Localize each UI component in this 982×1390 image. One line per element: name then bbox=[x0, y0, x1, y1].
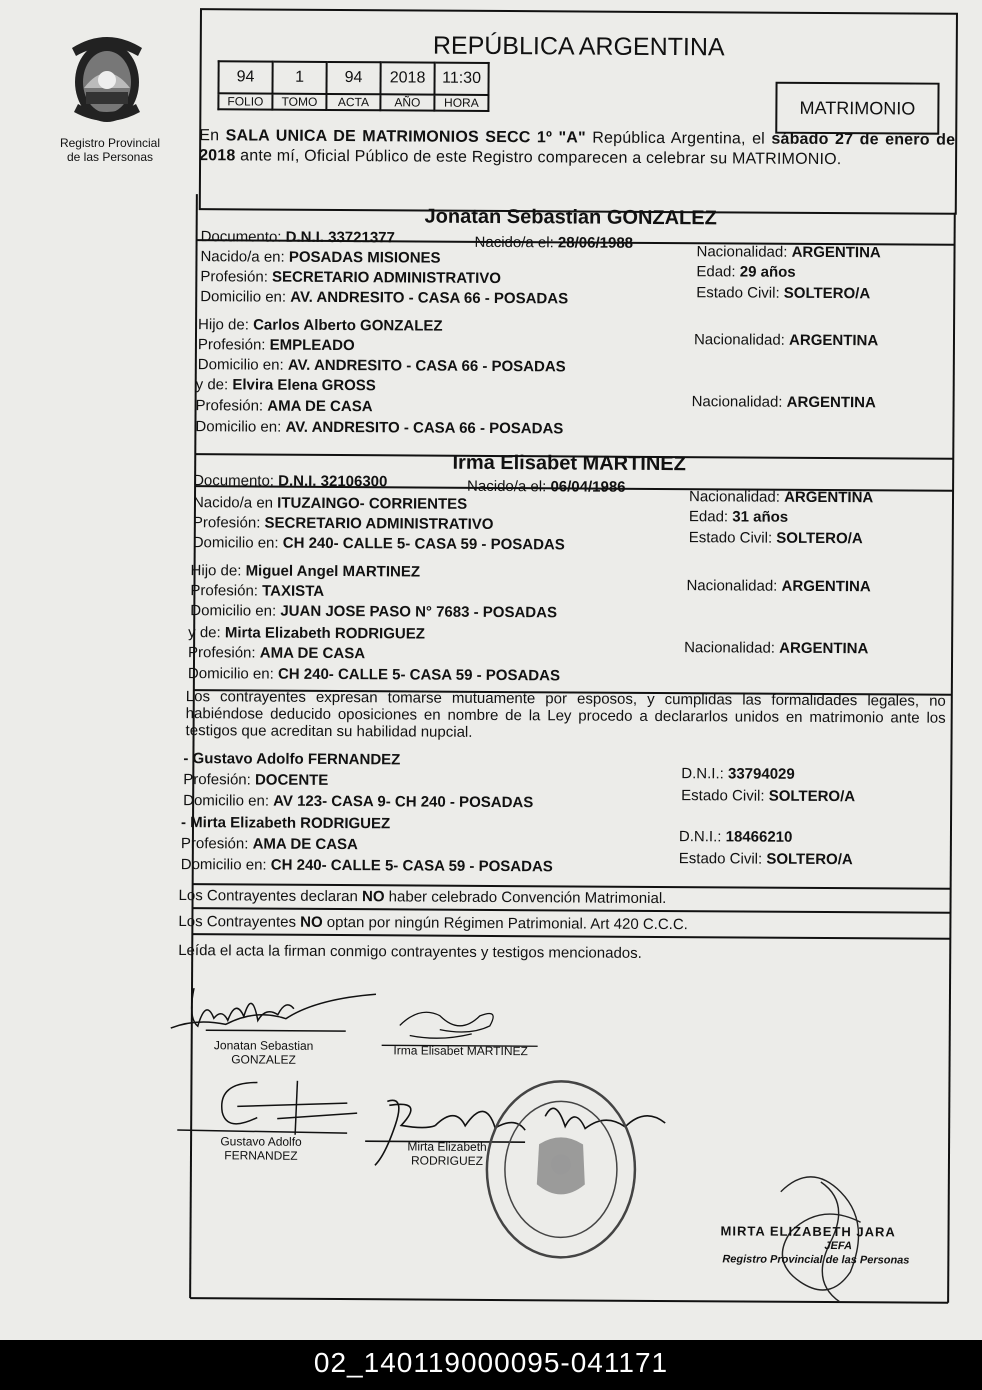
label-y-de: y de: bbox=[195, 376, 229, 394]
bride-nationality bbox=[689, 488, 873, 506]
bride-birth-place-value: ITUZAINGO- CORRIENTES bbox=[277, 494, 468, 513]
document-code-footer: 02_140119000095-041171 bbox=[0, 1340, 982, 1390]
label-profesion: Profesión: bbox=[180, 835, 249, 853]
groom-signature-label-2: GONZALEZ bbox=[231, 1052, 296, 1067]
label-estado-civil: Estado Civil: bbox=[681, 787, 765, 805]
witness-1-name bbox=[183, 750, 400, 768]
officer-registry: Registro Provincial de las Personas bbox=[722, 1253, 910, 1267]
regime-no: NO bbox=[300, 913, 323, 931]
witness-2-address bbox=[181, 856, 553, 875]
groom-signature-icon bbox=[166, 968, 396, 1039]
bride-father-nationality bbox=[686, 577, 870, 595]
label-nacionalidad: Nacionalidad: bbox=[693, 331, 785, 349]
groom-father-profession bbox=[198, 336, 355, 354]
label-domicilio: Domicilio en: bbox=[180, 856, 267, 874]
groom-nationality-value: ARGENTINA bbox=[791, 243, 881, 262]
witness-2-dni-value: 18466210 bbox=[725, 828, 793, 846]
label-estado-civil: Estado Civil: bbox=[678, 850, 763, 868]
bride-father-address-value: JUAN JOSE PASO N° 7683 - POSADAS bbox=[280, 602, 558, 622]
groom-civil-status bbox=[696, 284, 870, 302]
bride-civil-value: SOLTERO/A bbox=[776, 529, 863, 548]
regime-pre: Los Contrayentes bbox=[178, 913, 301, 931]
document-type-box: MATRIMONIO bbox=[775, 82, 939, 135]
groom-birth-date-value: 28/06/1988 bbox=[557, 234, 634, 252]
groom-mother-nationality bbox=[692, 393, 876, 411]
label-nacido-el: Nacido/a el: bbox=[467, 477, 547, 496]
official-seal-icon bbox=[480, 1074, 641, 1265]
witness-1-dni bbox=[681, 765, 795, 783]
label-hijo-de: Hijo de: bbox=[198, 316, 249, 334]
bride-signature-label-1: Irma Elisabet MARTINEZ bbox=[393, 1043, 528, 1059]
label-estado-civil: Estado Civil: bbox=[688, 529, 773, 547]
label-profesion: Profesión: bbox=[188, 644, 256, 662]
witness-2-civil-status bbox=[679, 850, 853, 868]
groom-father-name-value: Carlos Alberto GONZALEZ bbox=[253, 316, 443, 335]
officer-name: MIRTA ELIZABETH JARA bbox=[720, 1223, 896, 1240]
label-documento: Documento: bbox=[200, 228, 282, 246]
regime-statement bbox=[178, 913, 688, 933]
label-nacido-en: Nacido/a en bbox=[192, 494, 274, 512]
label-estado-civil: Estado Civil: bbox=[696, 284, 780, 302]
bride-age-value: 31 años bbox=[732, 508, 789, 526]
bride-mother-profession bbox=[188, 644, 365, 662]
witness-1-profession-value: DOCENTE bbox=[254, 771, 329, 789]
witness-2-dni bbox=[679, 828, 793, 846]
label-y-de: y de: bbox=[188, 624, 221, 642]
bride-civil-status bbox=[689, 529, 863, 547]
label-nacionalidad: Nacionalidad: bbox=[688, 488, 780, 506]
groom-mother-profession-value: AMA DE CASA bbox=[267, 397, 373, 416]
bride-document bbox=[193, 472, 387, 490]
groom-mother-name bbox=[196, 376, 376, 394]
bride-mother-name-value: Mirta Elizabeth RODRIGUEZ bbox=[224, 624, 425, 643]
convention-pre: Los Contrayentes declaran bbox=[178, 887, 363, 906]
groom-age bbox=[696, 263, 795, 281]
convention-post: haber celebrado Convención Matrimonial. bbox=[384, 888, 667, 908]
label-hijo-de: Hijo de: bbox=[190, 562, 242, 580]
hour-value: 11:30 bbox=[434, 63, 488, 95]
label-profesion: Profesión: bbox=[192, 514, 261, 532]
groom-profession bbox=[200, 268, 501, 287]
groom-civil-value: SOLTERO/A bbox=[783, 284, 871, 303]
groom-mother-profession bbox=[196, 397, 373, 415]
label-nacionalidad: Nacionalidad: bbox=[691, 393, 783, 411]
label-domicilio: Domicilio en: bbox=[187, 665, 274, 683]
convention-statement bbox=[179, 887, 667, 907]
groom-father-nationality bbox=[694, 331, 878, 349]
label-nacionalidad: Nacionalidad: bbox=[696, 243, 788, 261]
tomo-value: 1 bbox=[272, 62, 326, 94]
bride-birth-date bbox=[467, 478, 626, 496]
hour-label: HORA bbox=[434, 95, 488, 111]
groom-signature-label bbox=[194, 1038, 334, 1067]
groom-address-value: AV. ANDRESITO - CASA 66 - POSADAS bbox=[290, 288, 569, 308]
org-line-1: Registro Provincial bbox=[59, 136, 161, 150]
bride-nationality-value: ARGENTINA bbox=[784, 488, 874, 507]
groom-father-nationality-value: ARGENTINA bbox=[789, 331, 879, 350]
acta-label: ACTA bbox=[326, 94, 380, 110]
bride-birth-place bbox=[193, 494, 467, 513]
label-profesion: Profesión: bbox=[197, 336, 266, 354]
bride-father-name bbox=[191, 562, 421, 580]
groom-mother-name-value: Elvira Elena GROSS bbox=[232, 376, 376, 395]
year-value: 2018 bbox=[380, 62, 434, 94]
tomo-label: TOMO bbox=[272, 94, 326, 110]
groom-father-address-value: AV. ANDRESITO - CASA 66 - POSADAS bbox=[287, 356, 566, 376]
witness-1-name-value: - Gustavo Adolfo FERNANDEZ bbox=[183, 750, 401, 769]
label-documento: Documento: bbox=[193, 472, 275, 490]
intro-place: SALA UNICA DE MATRIMONIOS SECC 1º "A" bbox=[225, 127, 586, 147]
label-profesion: Profesión: bbox=[200, 268, 268, 286]
reading-statement: Leída el acta la firman conmigo contrayentes y testigos mencionados. bbox=[178, 942, 642, 962]
bride-father-address bbox=[190, 602, 557, 621]
witness-2-signature-label-1: Mirta Elizabeth bbox=[407, 1139, 487, 1154]
groom-mother-address-value: AV. ANDRESITO - CASA 66 - POSADAS bbox=[285, 418, 564, 438]
witness-1-address-value: AV 123- CASA 9- CH 240 - POSADAS bbox=[273, 792, 534, 812]
bride-birth-date-value: 06/04/1986 bbox=[550, 478, 626, 496]
intro-text-2: República Argentina, el bbox=[585, 129, 772, 148]
intro-text-3: ante mí, Oficial Público de este Registro comparecen a celebrar su MATRIMONIO. bbox=[235, 147, 842, 169]
witness-1-signature-icon bbox=[177, 1072, 357, 1143]
bride-father-nationality-value: ARGENTINA bbox=[781, 577, 871, 596]
witness-1-address bbox=[183, 792, 533, 811]
bride-mother-nationality-value: ARGENTINA bbox=[779, 639, 869, 658]
witness-1-profession bbox=[183, 771, 328, 789]
convention-no: NO bbox=[361, 888, 385, 906]
witness-1-signature-label-1: Gustavo Adolfo bbox=[220, 1134, 302, 1149]
witness-1-civil-value: SOLTERO/A bbox=[768, 787, 856, 806]
organization-name bbox=[40, 136, 180, 164]
groom-age-value: 29 años bbox=[739, 263, 796, 281]
label-domicilio: Domicilio en: bbox=[200, 288, 287, 306]
acta-value: 94 bbox=[326, 62, 380, 94]
groom-father-name bbox=[198, 316, 443, 334]
regime-post: optan por ningún Régimen Patrimonial. Art 420 C.C.C. bbox=[322, 913, 688, 934]
witness-2-profession-value: AMA DE CASA bbox=[252, 835, 358, 854]
label-domicilio: Domicilio en: bbox=[192, 534, 279, 552]
witness-2-signature-label-2: RODRIGUEZ bbox=[410, 1153, 484, 1168]
witness-1-signature-label bbox=[191, 1134, 331, 1163]
label-dni: D.N.I.: bbox=[681, 765, 724, 783]
bride-mother-nationality bbox=[684, 639, 868, 657]
officer-title: JEFA bbox=[824, 1240, 853, 1253]
label-profesion: Profesión: bbox=[183, 771, 251, 789]
declaration-paragraph: Los contrayentes expresan tomarse mutuamente por esposos, y cumplidas las formalidades legales, no habiéndose deducido oposiciones en nombre de la Ley procedo a declararlos unidos en matrimonio ante los testigos que acreditan su habilidad nupcial. bbox=[185, 688, 946, 741]
bride-address-value: CH 240- CALLE 5- CASA 59 - POSADAS bbox=[282, 534, 565, 554]
bride-father-profession-value: TAXISTA bbox=[262, 582, 325, 600]
bride-mother-name bbox=[188, 624, 425, 642]
marriage-certificate-form bbox=[164, 8, 960, 1313]
bride-mother-address-value: CH 240- CALLE 5- CASA 59 - POSADAS bbox=[277, 665, 561, 685]
witness-2-profession bbox=[181, 835, 358, 853]
label-nacido-en: Nacido/a en: bbox=[200, 248, 285, 266]
groom-birth-place-value: POSADAS MISIONES bbox=[288, 248, 441, 267]
witness-1-dni-value: 33794029 bbox=[727, 765, 795, 783]
bride-age bbox=[689, 508, 788, 526]
label-domicilio: Domicilio en: bbox=[195, 418, 282, 436]
label-nacionalidad: Nacionalidad: bbox=[686, 577, 778, 595]
bride-father-profession bbox=[190, 582, 324, 600]
year-label: AÑO bbox=[380, 94, 434, 110]
folio-label: FOLIO bbox=[218, 93, 272, 109]
bride-signature-label bbox=[376, 1043, 546, 1058]
groom-mother-address bbox=[195, 418, 563, 437]
label-dni: D.N.I.: bbox=[678, 828, 722, 846]
groom-mother-nationality-value: ARGENTINA bbox=[786, 393, 876, 412]
label-profesion: Profesión: bbox=[195, 397, 264, 415]
groom-father-address bbox=[198, 356, 566, 375]
groom-document bbox=[201, 228, 395, 246]
bride-mother-address bbox=[188, 665, 560, 684]
groom-birth-place bbox=[200, 248, 440, 266]
witness-2-civil-value: SOLTERO/A bbox=[766, 850, 853, 869]
label-domicilio: Domicilio en: bbox=[190, 602, 277, 620]
groom-signature-label-1: Jonatan Sebastian bbox=[213, 1038, 314, 1053]
witness-2-name bbox=[181, 814, 390, 832]
bride-mother-profession-value: AMA DE CASA bbox=[259, 644, 366, 663]
bride-profession-value: SECRETARIO ADMINISTRATIVO bbox=[264, 514, 494, 533]
folio-value: 94 bbox=[218, 61, 272, 93]
groom-document-value: D.N.I. 33721377 bbox=[285, 228, 395, 247]
witness-1-signature-label-2: FERNANDEZ bbox=[224, 1148, 298, 1163]
label-edad: Edad: bbox=[696, 263, 736, 281]
label-nacido-el: Nacido/a el: bbox=[474, 233, 554, 252]
groom-father-profession-value: EMPLEADO bbox=[269, 336, 355, 355]
intro-text-1: En bbox=[199, 127, 226, 145]
bride-document-value: D.N.I. 32106300 bbox=[278, 472, 388, 491]
provincia-misiones-coat-of-arms-icon bbox=[62, 28, 152, 132]
groom-nationality bbox=[696, 243, 880, 261]
bride-address bbox=[193, 534, 565, 553]
bride-father-name-value: Miguel Angel MARTINEZ bbox=[245, 562, 421, 581]
groom-profession-value: SECRETARIO ADMINISTRATIVO bbox=[272, 268, 502, 288]
witness-2-name-value: - Mirta Elizabeth RODRIGUEZ bbox=[180, 814, 391, 833]
org-line-2: de las Personas bbox=[66, 150, 154, 164]
label-edad: Edad: bbox=[688, 508, 729, 526]
witness-2-address-value: CH 240- CALLE 5- CASA 59 - POSADAS bbox=[270, 856, 553, 876]
bride-profession bbox=[193, 514, 494, 533]
page-title: REPÚBLICA ARGENTINA bbox=[432, 31, 725, 62]
intro-date: sábado 27 de enero de 2018 bbox=[199, 130, 956, 165]
groom-birth-date bbox=[475, 234, 634, 252]
label-domicilio: Domicilio en: bbox=[197, 356, 284, 374]
label-domicilio: Domicilio en: bbox=[183, 792, 270, 810]
groom-address bbox=[200, 288, 568, 307]
label-profesion: Profesión: bbox=[190, 582, 259, 600]
bride-name: Irma Elisabet MARTINEZ bbox=[452, 451, 686, 476]
witness-1-civil-status bbox=[681, 787, 855, 805]
label-nacionalidad: Nacionalidad: bbox=[684, 639, 776, 657]
groom-name: Jonatan Sebastian GONZALEZ bbox=[424, 205, 717, 230]
